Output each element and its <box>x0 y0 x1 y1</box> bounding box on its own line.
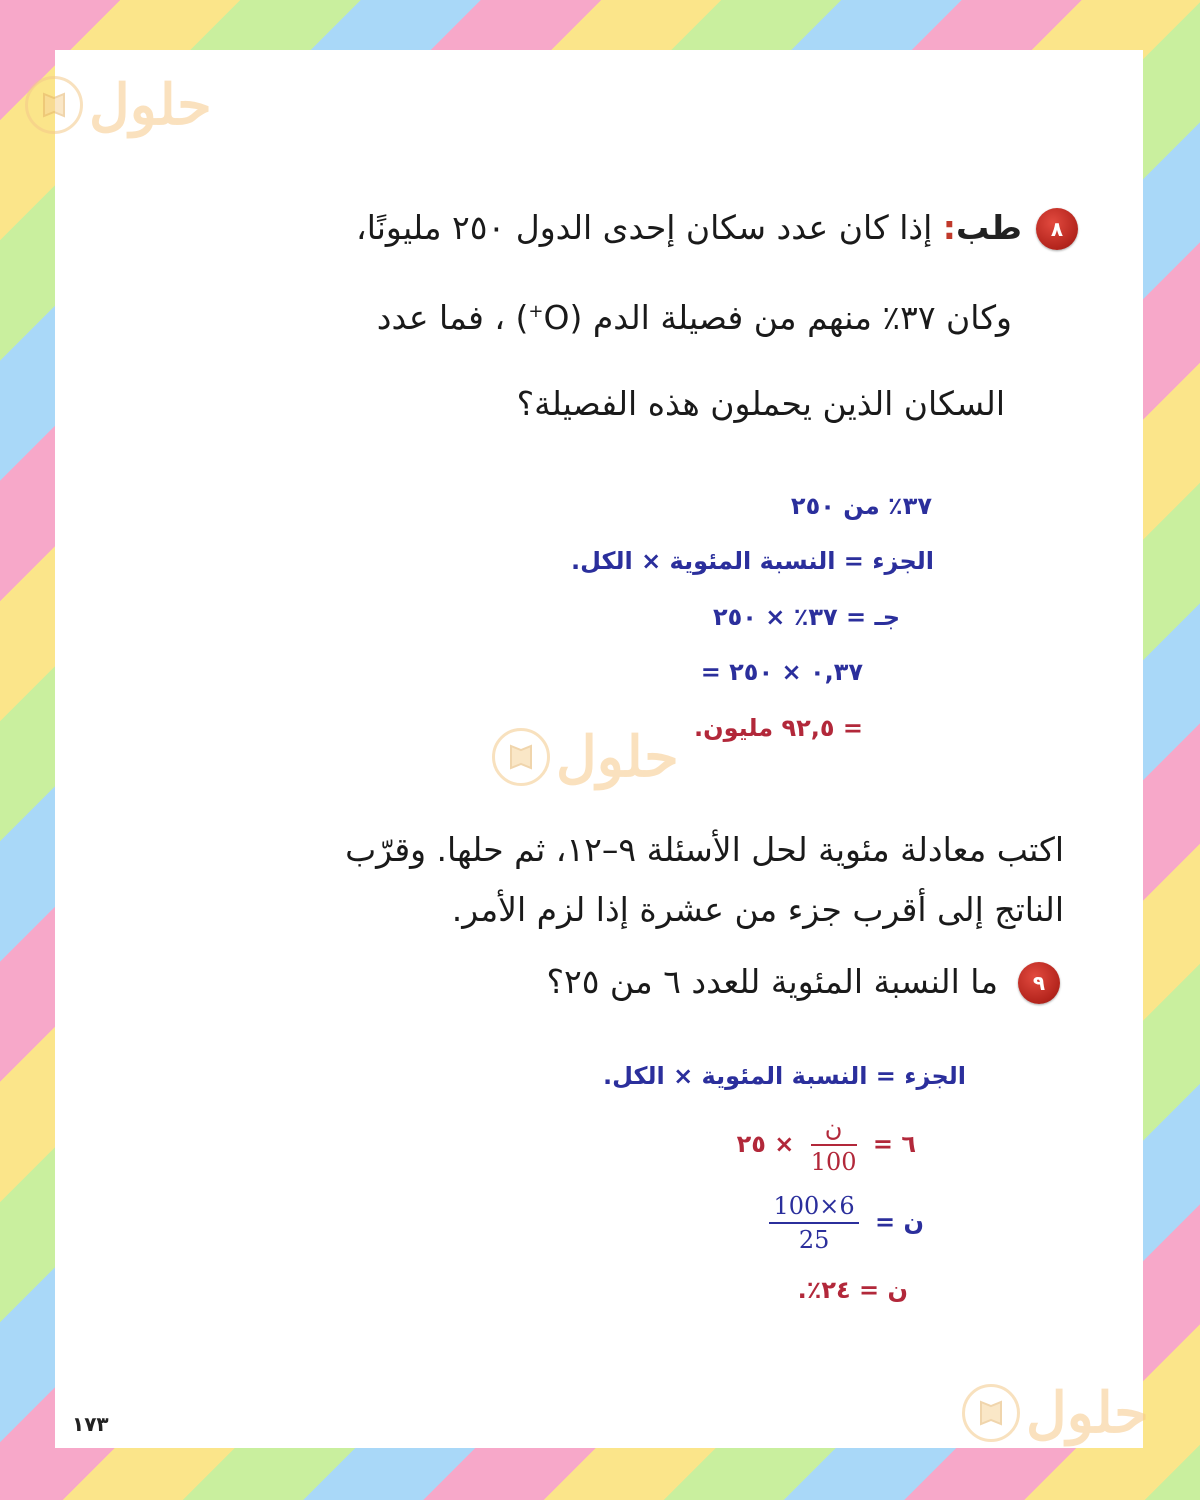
watermark-text: حلول <box>1026 1380 1149 1446</box>
solution-9-step-1: الجزء = النسبة المئوية × الكل. <box>602 1062 966 1090</box>
book-icon <box>492 728 550 786</box>
fraction-denominator: 100 <box>810 1148 857 1176</box>
question-8-text-1: إذا كان عدد سكان إحدى الدول ٢٥٠ مليونًا، <box>356 208 933 247</box>
book-icon <box>962 1384 1020 1442</box>
question-8-text-3: السكان الذين يحملون هذه الفصيلة؟ <box>516 384 1005 423</box>
equation-lhs: ٦ = <box>872 1130 916 1158</box>
solution-8-step-3: جـ = ٣٧٪ × ٢٥٠ <box>712 603 900 631</box>
watermark-logo-bottom <box>962 1380 1149 1446</box>
instructions-text-1: اكتب معادلة مئوية لحل الأسئلة ٩–١٢، ثم حلها. وقرّب <box>345 830 1064 869</box>
instructions-line-1 <box>345 830 1064 869</box>
watermark-text: حلول <box>556 724 679 790</box>
question-9-badge: ٩ <box>1018 962 1060 1004</box>
question-8-line-2 <box>377 298 1012 337</box>
equation-lhs: ن = <box>875 1208 924 1236</box>
instructions-text-2: الناتج إلى أقرب جزء من عشرة إذا لزم الأمر. <box>451 890 1064 929</box>
question-9-text: ما النسبة المئوية للعدد ٦ من ٢٥؟ <box>546 962 998 1001</box>
fraction-numerator: ن <box>811 1114 857 1146</box>
fraction-600-over-25 <box>769 1192 858 1254</box>
question-8-line-3 <box>517 384 1005 423</box>
watermark-text: حلول <box>89 72 212 138</box>
question-8-topic: طب <box>955 208 1022 247</box>
question-9-line <box>546 962 998 1001</box>
blood-type-superscript: + <box>528 301 544 322</box>
question-8-badge: ٨ <box>1036 208 1078 250</box>
question-8-line-1 <box>356 208 1022 247</box>
equation-rhs: × ٢٥ <box>736 1130 795 1158</box>
solution-9-step-2 <box>737 1114 916 1176</box>
instructions-line-2 <box>452 890 1064 929</box>
watermark-logo-middle <box>492 724 679 790</box>
topic-separator: : <box>942 208 956 247</box>
solution-8-step-4: = ٠,٣٧ × ٢٥٠ <box>700 658 863 686</box>
fraction-n-over-100 <box>811 1114 857 1176</box>
fraction-numerator: 6×100 <box>769 1192 858 1224</box>
watermark-logo-top <box>25 72 212 138</box>
question-8-text-2a: وكان ٣٧٪ منهم من فصيلة الدم (O <box>543 298 1012 337</box>
solution-9-step-4: ن = ٢٤٪. <box>797 1276 908 1304</box>
solution-8-step-5: = ٩٢,٥ مليون. <box>694 714 863 742</box>
question-8-text-2b: ) ، فما عدد <box>376 298 529 337</box>
solution-8-step-1: ٣٧٪ من ٢٥٠ <box>790 492 932 520</box>
book-icon <box>25 76 83 134</box>
page-number: ١٧٣ <box>72 1412 109 1436</box>
solution-9-step-3 <box>761 1192 924 1254</box>
fraction-denominator: 25 <box>798 1226 830 1254</box>
solution-8-step-2: الجزء = النسبة المئوية × الكل. <box>570 547 934 575</box>
